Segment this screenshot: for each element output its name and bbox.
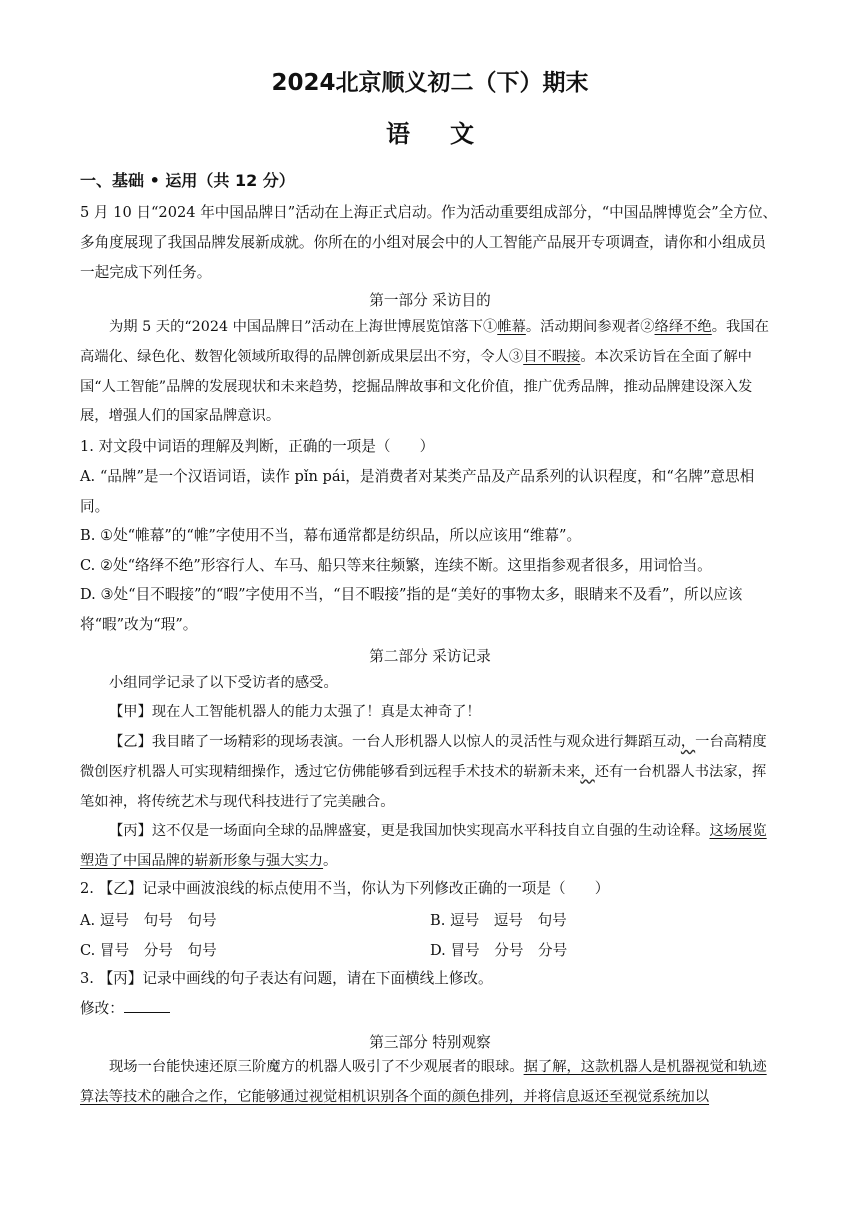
- part3-heading: 第三部分 特别观察: [369, 1034, 491, 1051]
- subject-title: 语文: [386, 120, 514, 148]
- passage-text: 。活动期间参观者②: [525, 319, 655, 335]
- q2-option-a: A. 逗号 句号 句号: [80, 912, 217, 929]
- record-text: 。: [323, 852, 338, 869]
- record-bing: [80, 817, 780, 877]
- passage-text: 。我国在高端化、绿色化、数智化领域所取得的品牌创新成果层出不穷，令人③: [80, 319, 769, 365]
- q1-option-d: D. ③处“目不暇接”的“暇”字使用不当，“目不暇接”指的是“美好的事物太多，眼睛来不及看”，所以应该将“暇”改为“瑕”。: [80, 586, 743, 633]
- underlined-sentence: 这场展览塑造了中国品牌的崭新形象与强大实力: [80, 823, 767, 869]
- section-intro: 5 月 10 日“2024 年中国品牌日”活动在上海正式启动。作为活动重要组成部分，“中国品牌博览会”全方位、多角度展现了我国品牌发展新成就。你所在的小组对展会中的人工智能产品展开专项调查，请你和小组成员一起完成下列任务。: [80, 204, 778, 281]
- record-text: 【乙】我目睹了一场精彩的现场表演。一台人形机器人以惊人的灵活性与观众进行舞蹈互动: [109, 734, 681, 750]
- q3-label: 修改：: [80, 1000, 124, 1017]
- underlined-sentence: 轨迹算法等技术的融合之作，它能够通过视觉相机识别各个面的颜色排列，并将信息返还至视觉系统加以: [80, 1059, 767, 1105]
- wavy-punctuation: ，: [580, 763, 595, 780]
- q1-option-a: A. “品牌”是一个汉语词语，读作 pǐn pái，是消费者对某类产品及产品系列的认识程度，和“名牌”意思相同。: [80, 468, 755, 515]
- part3-passage: [80, 1053, 780, 1113]
- q1-option-c: C. ②处“络绎不绝”形容行人、车马、船只等来往频繁，连续不断。这里指参观者很多，用词恰当。: [80, 557, 712, 574]
- record-yi: [80, 728, 780, 817]
- q1-stem: 1. 对文段中词语的理解及判断，正确的一项是（ ）: [80, 438, 435, 455]
- part1-passage: [80, 313, 780, 432]
- q1-option-b: B. ①处“帷幕”的“帷”字使用不当，幕布通常都是纺织品，所以应该用“维幕”。: [80, 527, 582, 544]
- part2-heading: 第二部分 采访记录: [369, 648, 491, 665]
- q3-stem: 3. 【丙】记录中画线的句子表达有问题，请在下面横线上修改。: [80, 970, 493, 987]
- q2-stem: 2. 【乙】记录中画波浪线的标点使用不当，你认为下列修改正确的一项是（ ）: [80, 880, 610, 897]
- underlined-word-1: 帷幕: [497, 319, 526, 335]
- underlined-word-2: 络绎不绝: [654, 319, 712, 335]
- q2-option-c: C. 冒号 分号 句号: [80, 942, 217, 959]
- q2-option-d: D. 冒号 分号 分号: [430, 942, 568, 959]
- part2-lead: 小组同学记录了以下受访者的感受。: [109, 675, 338, 691]
- record-text: 【丙】这不仅是一场面向全球的品牌盛宴，更是我国加快实现高水平科技自立自强的生动诠释。: [109, 823, 710, 839]
- passage-text: 为期 5 天的“2024 中国品牌日”活动在上海世博展览馆落下①: [109, 319, 498, 335]
- passage-text: 。本次采访旨在全面了解中国“人工智能”品牌的发展现状和未来趋势，挖掘品牌故事和文化价值，推广优秀品牌，推动品牌建设深入发展，增强人们的国家品牌意识。: [80, 348, 753, 425]
- record-jia: 【甲】现在人工智能机器人的能力太强了！真是太神奇了！: [109, 704, 481, 720]
- q2-option-b: B. 逗号 逗号 句号: [430, 912, 567, 929]
- answer-blank[interactable]: [124, 998, 170, 1013]
- record-text: 还有一台机器人书法家，挥笔如神，将传统艺术与现代科技进行了完美融合。: [80, 763, 767, 810]
- q3-answer-line: [80, 994, 780, 1024]
- wavy-punctuation: ，: [680, 734, 696, 750]
- section-heading: 一、基础 • 运用（共 12 分）: [80, 171, 295, 190]
- record-text: 一台高精度微创医疗机器人可实现精细操作，透过它仿佛能够看到远程手术技术的崭新未来: [80, 734, 767, 780]
- underlined-sentence: 据了解，这款机器人是机器视觉和: [523, 1059, 739, 1075]
- exam-title: 2024北京顺义初二（下）期末: [271, 70, 589, 96]
- part1-heading: 第一部分 采访目的: [369, 292, 491, 309]
- underlined-word-3: 目不暇接: [523, 348, 581, 365]
- passage-text: 现场一台能快速还原三阶魔方的机器人吸引了不少观展者的眼球。: [109, 1059, 524, 1075]
